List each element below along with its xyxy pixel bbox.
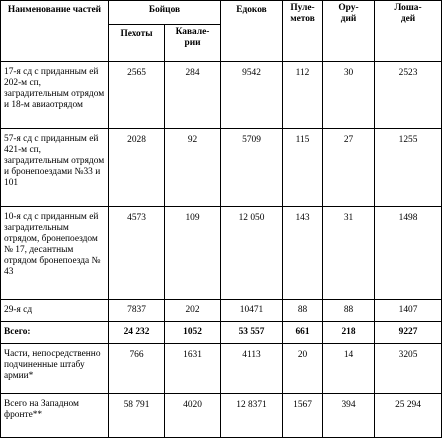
cell-infantry: 2028 — [109, 129, 165, 207]
cell-cavalry: 284 — [165, 62, 221, 129]
cell-cavalry: 92 — [165, 129, 221, 207]
cell-infantry: 24 232 — [109, 322, 165, 344]
cell-eaters: 12 8371 — [221, 394, 283, 438]
cell-guns: 88 — [323, 300, 375, 322]
cell-guns: 394 — [323, 394, 375, 438]
row-name: Всего: — [1, 322, 109, 344]
cell-horses: 1255 — [375, 129, 442, 207]
cell-cavalry: 1052 — [165, 322, 221, 344]
cell-cavalry: 109 — [165, 207, 221, 300]
header-eaters: Едоков — [221, 1, 283, 62]
row-name: 57-я сд с приданным ей 421-м сп, заградительным отрядом и бронепоездами №33 и 101 — [1, 129, 109, 207]
header-row-top — [1, 1, 442, 25]
cell-horses: 2523 — [375, 62, 442, 129]
total-row — [1, 322, 442, 344]
cell-horses: 3205 — [375, 344, 442, 394]
header-mg: Пуле- метов — [283, 1, 323, 62]
row-name: 17-я сд с приданным ей 202-м сп, заградительным отрядом и 18-м авиаотрядом — [1, 62, 109, 129]
cell-infantry: 7837 — [109, 300, 165, 322]
cell-eaters: 12 050 — [221, 207, 283, 300]
cell-eaters: 9542 — [221, 62, 283, 129]
row-name: Части, непосредственно подчиненные штабу армии* — [1, 344, 109, 394]
row-name: 29-я сд — [1, 300, 109, 322]
cell-eaters: 53 557 — [221, 322, 283, 344]
cell-mg: 20 — [283, 344, 323, 394]
cell-eaters: 10471 — [221, 300, 283, 322]
cell-horses: 1498 — [375, 207, 442, 300]
cell-horses: 9227 — [375, 322, 442, 344]
header-name: Наименование частей — [1, 1, 109, 62]
cell-guns: 218 — [323, 322, 375, 344]
table-row — [1, 129, 442, 207]
cell-eaters: 4113 — [221, 344, 283, 394]
cell-infantry: 2565 — [109, 62, 165, 129]
cell-mg: 661 — [283, 322, 323, 344]
cell-guns: 27 — [323, 129, 375, 207]
cell-mg: 1567 — [283, 394, 323, 438]
cell-guns: 14 — [323, 344, 375, 394]
header-guns: Ору- дий — [323, 1, 375, 62]
cell-guns: 31 — [323, 207, 375, 300]
cell-mg: 112 — [283, 62, 323, 129]
row-name: Всего на Западном фронте** — [1, 394, 109, 438]
cell-horses: 25 294 — [375, 394, 442, 438]
cell-infantry: 4573 — [109, 207, 165, 300]
header-horses: Лоша- дей — [375, 1, 442, 62]
table-row — [1, 394, 442, 438]
header-fighters: Бойцов — [109, 1, 221, 25]
cell-cavalry: 4020 — [165, 394, 221, 438]
cell-mg: 143 — [283, 207, 323, 300]
table-row — [1, 344, 442, 394]
cell-guns: 30 — [323, 62, 375, 129]
table-row — [1, 62, 442, 129]
cell-infantry: 766 — [109, 344, 165, 394]
cell-mg: 115 — [283, 129, 323, 207]
cell-eaters: 5709 — [221, 129, 283, 207]
header-infantry: Пехоты — [109, 25, 165, 62]
row-name: 10-я сд с приданным ей заградительным отрядом, бронепоездом № 17, десантным отрядом бронепоезда № 43 — [1, 207, 109, 300]
cell-horses: 1407 — [375, 300, 442, 322]
cell-cavalry: 202 — [165, 300, 221, 322]
table-row — [1, 207, 442, 300]
cell-infantry: 58 791 — [109, 394, 165, 438]
header-cavalry: Кавале- рии — [165, 25, 221, 62]
cell-cavalry: 1631 — [165, 344, 221, 394]
cell-mg: 88 — [283, 300, 323, 322]
table-row — [1, 300, 442, 322]
